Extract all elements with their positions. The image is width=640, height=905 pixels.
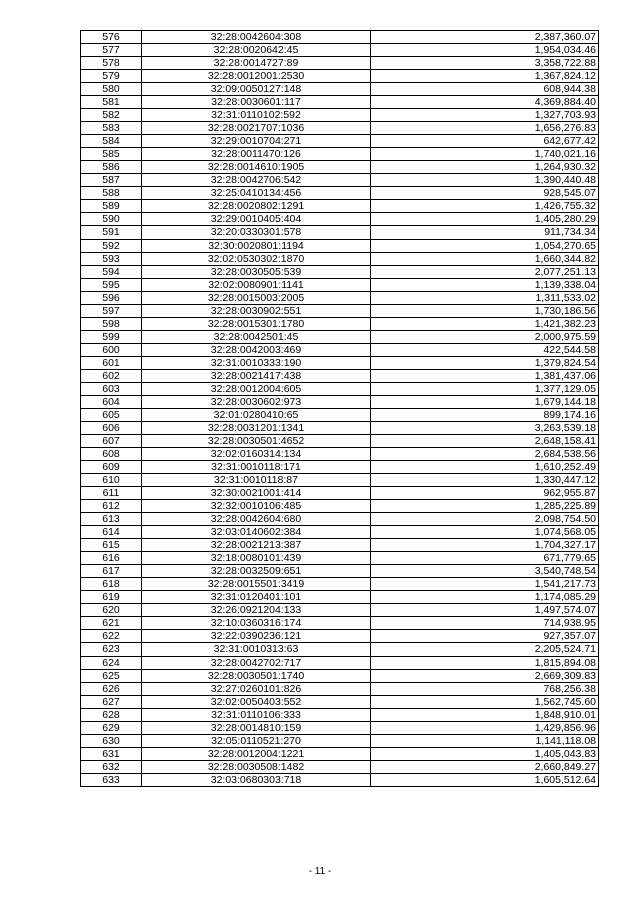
cadastral-number-cell: 32:28:0030505:539 bbox=[142, 265, 371, 278]
row-number-cell: 593 bbox=[81, 252, 142, 265]
row-number-cell: 627 bbox=[81, 695, 142, 708]
table-row bbox=[81, 70, 599, 83]
table-row bbox=[81, 408, 599, 421]
cadastral-number-cell: 32:28:0042702:717 bbox=[142, 656, 371, 669]
cadastral-number-cell: 32:02:0530302:1870 bbox=[142, 252, 371, 265]
row-number-cell: 610 bbox=[81, 474, 142, 487]
table-row bbox=[81, 148, 599, 161]
row-number-cell: 585 bbox=[81, 148, 142, 161]
cadastral-number-cell: 32:02:0160314:134 bbox=[142, 448, 371, 461]
table-row bbox=[81, 343, 599, 356]
row-number-cell: 607 bbox=[81, 434, 142, 447]
row-number-cell: 598 bbox=[81, 317, 142, 330]
row-number-cell: 590 bbox=[81, 213, 142, 226]
cadastral-number-cell: 32:28:0015501:3419 bbox=[142, 578, 371, 591]
amount-cell: 1,311,533.02 bbox=[371, 291, 599, 304]
row-number-cell: 606 bbox=[81, 421, 142, 434]
table-row bbox=[81, 461, 599, 474]
amount-cell: 911,734.34 bbox=[371, 226, 599, 239]
row-number-cell: 592 bbox=[81, 239, 142, 252]
cadastral-number-cell: 32:30:0020801:1194 bbox=[142, 239, 371, 252]
row-number-cell: 630 bbox=[81, 734, 142, 747]
table-row bbox=[81, 513, 599, 526]
table-row bbox=[81, 656, 599, 669]
row-number-cell: 584 bbox=[81, 135, 142, 148]
table-row bbox=[81, 591, 599, 604]
row-number-cell: 616 bbox=[81, 552, 142, 565]
row-number-cell: 609 bbox=[81, 461, 142, 474]
row-number-cell: 603 bbox=[81, 382, 142, 395]
row-number-cell: 591 bbox=[81, 226, 142, 239]
row-number-cell: 601 bbox=[81, 356, 142, 369]
cadastral-number-cell: 32:31:0010313:63 bbox=[142, 643, 371, 656]
cadastral-number-cell: 32:28:0042003:469 bbox=[142, 343, 371, 356]
cadastral-number-cell: 32:28:0012001:2530 bbox=[142, 70, 371, 83]
table-row bbox=[81, 760, 599, 773]
table-row bbox=[81, 773, 599, 786]
row-number-cell: 633 bbox=[81, 773, 142, 786]
table-row bbox=[81, 109, 599, 122]
table-row bbox=[81, 721, 599, 734]
amount-cell: 2,000,975.59 bbox=[371, 330, 599, 343]
cadastral-number-cell: 32:28:0042706:542 bbox=[142, 174, 371, 187]
table-row bbox=[81, 695, 599, 708]
cadastral-number-cell: 32:18:0080101:439 bbox=[142, 552, 371, 565]
cadastral-number-cell: 32:26:0921204:133 bbox=[142, 604, 371, 617]
row-number-cell: 611 bbox=[81, 487, 142, 500]
cadastral-number-cell: 32:31:0110102:592 bbox=[142, 109, 371, 122]
amount-cell: 1,704,327.17 bbox=[371, 539, 599, 552]
cadastral-value-table bbox=[80, 30, 599, 787]
table-row bbox=[81, 682, 599, 695]
table-row bbox=[81, 278, 599, 291]
table-row bbox=[81, 421, 599, 434]
cadastral-number-cell: 32:31:0010333:190 bbox=[142, 356, 371, 369]
row-number-cell: 577 bbox=[81, 44, 142, 57]
amount-cell: 1,730,186.56 bbox=[371, 304, 599, 317]
amount-cell: 1,740,021.16 bbox=[371, 148, 599, 161]
table-row bbox=[81, 265, 599, 278]
amount-cell: 714,938.95 bbox=[371, 617, 599, 630]
row-number-cell: 579 bbox=[81, 70, 142, 83]
table-row bbox=[81, 304, 599, 317]
table-row bbox=[81, 617, 599, 630]
cadastral-number-cell: 32:28:0030501:1740 bbox=[142, 669, 371, 682]
cadastral-number-cell: 32:09:0050127:148 bbox=[142, 83, 371, 96]
row-number-cell: 604 bbox=[81, 395, 142, 408]
amount-cell: 927,357.07 bbox=[371, 630, 599, 643]
table-row bbox=[81, 734, 599, 747]
cadastral-number-cell: 32:27:0260101:826 bbox=[142, 682, 371, 695]
table-row bbox=[81, 382, 599, 395]
row-number-cell: 580 bbox=[81, 83, 142, 96]
table-row bbox=[81, 630, 599, 643]
cadastral-number-cell: 32:28:0012004:1221 bbox=[142, 747, 371, 760]
amount-cell: 422,544.58 bbox=[371, 343, 599, 356]
table-body bbox=[81, 31, 599, 787]
cadastral-number-cell: 32:28:0011470:126 bbox=[142, 148, 371, 161]
cadastral-number-cell: 32:28:0030902:551 bbox=[142, 304, 371, 317]
row-number-cell: 621 bbox=[81, 617, 142, 630]
amount-cell: 1,429,856.96 bbox=[371, 721, 599, 734]
cadastral-number-cell: 32:30:0021001:414 bbox=[142, 487, 371, 500]
cadastral-number-cell: 32:28:0020642:45 bbox=[142, 44, 371, 57]
cadastral-number-cell: 32:22:0390236:121 bbox=[142, 630, 371, 643]
amount-cell: 2,077,251.13 bbox=[371, 265, 599, 278]
amount-cell: 3,540,748.54 bbox=[371, 565, 599, 578]
cadastral-number-cell: 32:28:0042604:680 bbox=[142, 513, 371, 526]
table-row bbox=[81, 578, 599, 591]
cadastral-number-cell: 32:31:0120401:101 bbox=[142, 591, 371, 604]
row-number-cell: 612 bbox=[81, 500, 142, 513]
cadastral-number-cell: 32:28:0032509:651 bbox=[142, 565, 371, 578]
row-number-cell: 582 bbox=[81, 109, 142, 122]
row-number-cell: 600 bbox=[81, 343, 142, 356]
table-row bbox=[81, 604, 599, 617]
amount-cell: 608,944.38 bbox=[371, 83, 599, 96]
amount-cell: 1,497,574.07 bbox=[371, 604, 599, 617]
table-row bbox=[81, 487, 599, 500]
cadastral-number-cell: 32:31:0010118:87 bbox=[142, 474, 371, 487]
table-row bbox=[81, 135, 599, 148]
cadastral-number-cell: 32:28:0030602:973 bbox=[142, 395, 371, 408]
row-number-cell: 626 bbox=[81, 682, 142, 695]
amount-cell: 1,656,276.83 bbox=[371, 122, 599, 135]
table-row bbox=[81, 708, 599, 721]
cadastral-number-cell: 32:28:0014810:159 bbox=[142, 721, 371, 734]
cadastral-number-cell: 32:28:0014727:89 bbox=[142, 57, 371, 70]
row-number-cell: 602 bbox=[81, 369, 142, 382]
amount-cell: 1,141,118.08 bbox=[371, 734, 599, 747]
table-row bbox=[81, 643, 599, 656]
page-number: - 11 - bbox=[308, 866, 332, 877]
cadastral-number-cell: 32:28:0030501:4652 bbox=[142, 434, 371, 447]
row-number-cell: 617 bbox=[81, 565, 142, 578]
table-row bbox=[81, 395, 599, 408]
amount-cell: 4,369,884.40 bbox=[371, 96, 599, 109]
row-number-cell: 608 bbox=[81, 448, 142, 461]
row-number-cell: 625 bbox=[81, 669, 142, 682]
amount-cell: 1,285,225.89 bbox=[371, 500, 599, 513]
table-row bbox=[81, 330, 599, 343]
amount-cell: 642,677.42 bbox=[371, 135, 599, 148]
cadastral-number-cell: 32:29:0010704:271 bbox=[142, 135, 371, 148]
table-row bbox=[81, 526, 599, 539]
amount-cell: 1,390,440.48 bbox=[371, 174, 599, 187]
row-number-cell: 619 bbox=[81, 591, 142, 604]
amount-cell: 1,054,270.65 bbox=[371, 239, 599, 252]
amount-cell: 768,256.38 bbox=[371, 682, 599, 695]
cadastral-number-cell: 32:28:0042501:45 bbox=[142, 330, 371, 343]
cadastral-number-cell: 32:28:0030601:117 bbox=[142, 96, 371, 109]
amount-cell: 2,660,849.27 bbox=[371, 760, 599, 773]
cadastral-number-cell: 32:10:0360316:174 bbox=[142, 617, 371, 630]
table-row bbox=[81, 31, 599, 44]
row-number-cell: 596 bbox=[81, 291, 142, 304]
cadastral-number-cell: 32:28:0015003:2005 bbox=[142, 291, 371, 304]
table-row bbox=[81, 291, 599, 304]
row-number-cell: 595 bbox=[81, 278, 142, 291]
amount-cell: 1,541,217.73 bbox=[371, 578, 599, 591]
amount-cell: 1,327,703.93 bbox=[371, 109, 599, 122]
table-row bbox=[81, 434, 599, 447]
row-number-cell: 614 bbox=[81, 526, 142, 539]
table-row bbox=[81, 122, 599, 135]
table-row bbox=[81, 565, 599, 578]
cadastral-number-cell: 32:28:0031201:1341 bbox=[142, 421, 371, 434]
cadastral-number-cell: 32:29:0010405:404 bbox=[142, 213, 371, 226]
cadastral-number-cell: 32:31:0110106:333 bbox=[142, 708, 371, 721]
row-number-cell: 615 bbox=[81, 539, 142, 552]
amount-cell: 1,562,745.60 bbox=[371, 695, 599, 708]
amount-cell: 1,848,910.01 bbox=[371, 708, 599, 721]
amount-cell: 1,954,034.46 bbox=[371, 44, 599, 57]
row-number-cell: 628 bbox=[81, 708, 142, 721]
table-row bbox=[81, 448, 599, 461]
table-row bbox=[81, 83, 599, 96]
amount-cell: 1,330,447.12 bbox=[371, 474, 599, 487]
row-number-cell: 576 bbox=[81, 31, 142, 44]
amount-cell: 1,426,755.32 bbox=[371, 200, 599, 213]
row-number-cell: 583 bbox=[81, 122, 142, 135]
table-row bbox=[81, 187, 599, 200]
row-number-cell: 605 bbox=[81, 408, 142, 421]
amount-cell: 1,139,338.04 bbox=[371, 278, 599, 291]
cadastral-number-cell: 32:02:0050403:552 bbox=[142, 695, 371, 708]
table-row bbox=[81, 239, 599, 252]
table-row bbox=[81, 317, 599, 330]
cadastral-number-cell: 32:28:0015301:1780 bbox=[142, 317, 371, 330]
table-row bbox=[81, 539, 599, 552]
amount-cell: 962,955.87 bbox=[371, 487, 599, 500]
table-row bbox=[81, 500, 599, 513]
amount-cell: 3,263,539.18 bbox=[371, 421, 599, 434]
table-row bbox=[81, 174, 599, 187]
amount-cell: 2,205,524.71 bbox=[371, 643, 599, 656]
amount-cell: 1,381,437.06 bbox=[371, 369, 599, 382]
row-number-cell: 581 bbox=[81, 96, 142, 109]
row-number-cell: 631 bbox=[81, 747, 142, 760]
amount-cell: 1,421,382.23 bbox=[371, 317, 599, 330]
amount-cell: 1,405,280.29 bbox=[371, 213, 599, 226]
row-number-cell: 588 bbox=[81, 187, 142, 200]
row-number-cell: 622 bbox=[81, 630, 142, 643]
amount-cell: 928,545.07 bbox=[371, 187, 599, 200]
cadastral-number-cell: 32:31:0010118:171 bbox=[142, 461, 371, 474]
table-row bbox=[81, 44, 599, 57]
amount-cell: 3,358,722.88 bbox=[371, 57, 599, 70]
amount-cell: 1,660,344.82 bbox=[371, 252, 599, 265]
cadastral-number-cell: 32:28:0030508:1482 bbox=[142, 760, 371, 773]
table-row bbox=[81, 200, 599, 213]
amount-cell: 1,367,824.12 bbox=[371, 70, 599, 83]
amount-cell: 2,098,754.50 bbox=[371, 513, 599, 526]
row-number-cell: 624 bbox=[81, 656, 142, 669]
table-row bbox=[81, 96, 599, 109]
table-row bbox=[81, 474, 599, 487]
table-row bbox=[81, 213, 599, 226]
amount-cell: 1,379,824.54 bbox=[371, 356, 599, 369]
cadastral-number-cell: 32:28:0042604:308 bbox=[142, 31, 371, 44]
cadastral-number-cell: 32:28:0014610:1905 bbox=[142, 161, 371, 174]
table-row bbox=[81, 252, 599, 265]
amount-cell: 1,610,252.49 bbox=[371, 461, 599, 474]
cadastral-number-cell: 32:03:0680303:718 bbox=[142, 773, 371, 786]
row-number-cell: 594 bbox=[81, 265, 142, 278]
table-row bbox=[81, 669, 599, 682]
amount-cell: 1,405,043.83 bbox=[371, 747, 599, 760]
amount-cell: 2,669,309.83 bbox=[371, 669, 599, 682]
row-number-cell: 586 bbox=[81, 161, 142, 174]
row-number-cell: 597 bbox=[81, 304, 142, 317]
cadastral-number-cell: 32:28:0021213:387 bbox=[142, 539, 371, 552]
cadastral-number-cell: 32:03:0140602:384 bbox=[142, 526, 371, 539]
table-row bbox=[81, 552, 599, 565]
table-row bbox=[81, 57, 599, 70]
row-number-cell: 587 bbox=[81, 174, 142, 187]
cadastral-number-cell: 32:28:0021707:1036 bbox=[142, 122, 371, 135]
amount-cell: 671,779.65 bbox=[371, 552, 599, 565]
cadastral-number-cell: 32:32:0010106:485 bbox=[142, 500, 371, 513]
cadastral-number-cell: 32:02:0080901:1141 bbox=[142, 278, 371, 291]
row-number-cell: 578 bbox=[81, 57, 142, 70]
table-row bbox=[81, 161, 599, 174]
table-row bbox=[81, 369, 599, 382]
table-row bbox=[81, 226, 599, 239]
amount-cell: 1,605,512.64 bbox=[371, 773, 599, 786]
cadastral-number-cell: 32:25:0410134:456 bbox=[142, 187, 371, 200]
amount-cell: 2,648,158.41 bbox=[371, 434, 599, 447]
table-row bbox=[81, 747, 599, 760]
amount-cell: 2,684,538.56 bbox=[371, 448, 599, 461]
cadastral-number-cell: 32:28:0012004:605 bbox=[142, 382, 371, 395]
row-number-cell: 599 bbox=[81, 330, 142, 343]
row-number-cell: 629 bbox=[81, 721, 142, 734]
row-number-cell: 623 bbox=[81, 643, 142, 656]
row-number-cell: 620 bbox=[81, 604, 142, 617]
amount-cell: 2,387,360.07 bbox=[371, 31, 599, 44]
amount-cell: 1,264,930.32 bbox=[371, 161, 599, 174]
amount-cell: 899,174.16 bbox=[371, 408, 599, 421]
amount-cell: 1,377,129.05 bbox=[371, 382, 599, 395]
cadastral-number-cell: 32:05:0110521:270 bbox=[142, 734, 371, 747]
row-number-cell: 613 bbox=[81, 513, 142, 526]
amount-cell: 1,074,568.05 bbox=[371, 526, 599, 539]
amount-cell: 1,815,894.08 bbox=[371, 656, 599, 669]
cadastral-number-cell: 32:28:0020802:1291 bbox=[142, 200, 371, 213]
row-number-cell: 589 bbox=[81, 200, 142, 213]
row-number-cell: 618 bbox=[81, 578, 142, 591]
amount-cell: 1,174,085.29 bbox=[371, 591, 599, 604]
cadastral-number-cell: 32:20:0330301:578 bbox=[142, 226, 371, 239]
cadastral-number-cell: 32:01:0280410:65 bbox=[142, 408, 371, 421]
table-row bbox=[81, 356, 599, 369]
amount-cell: 1,679,144.18 bbox=[371, 395, 599, 408]
row-number-cell: 632 bbox=[81, 760, 142, 773]
cadastral-number-cell: 32:28:0021417:438 bbox=[142, 369, 371, 382]
